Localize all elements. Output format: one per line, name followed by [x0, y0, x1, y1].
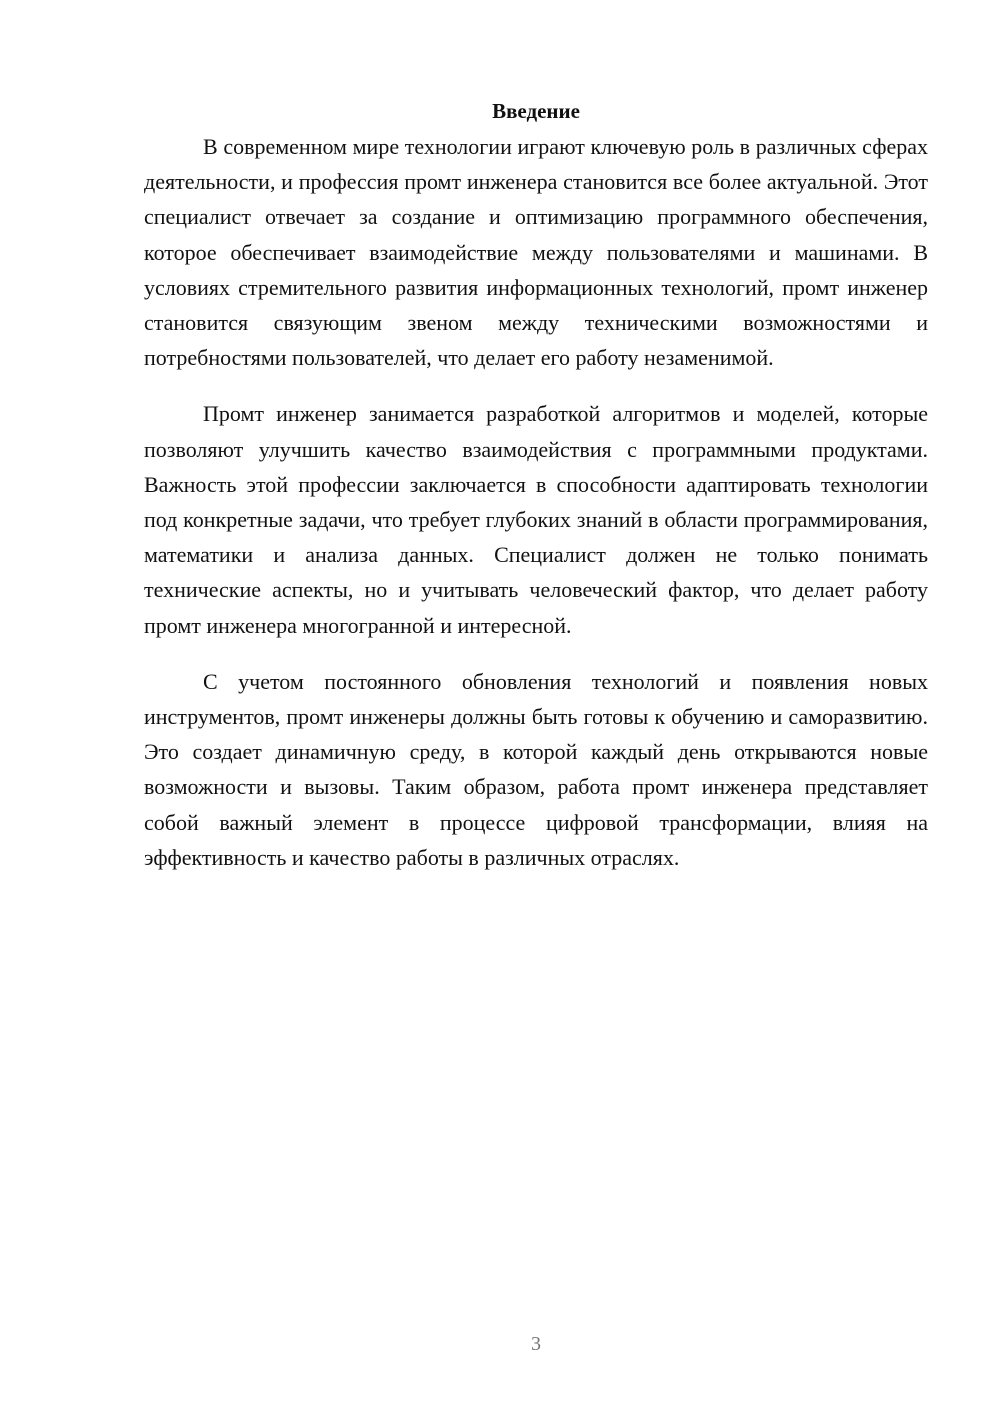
page-content: [144, 94, 928, 875]
paragraph-3: С учетом постоянного обновления технологий и появления новых инструментов, промт инженеры должны быть готовы к обучению и саморазвитию. Это создает динамичную среду, в которой каждый день открываются новые возможности и вызовы. Таким образом, работа промт инженера представляет собой важный элемент в процессе цифровой трансформации, влияя на эффективность и качество работы в различных отраслях.: [144, 668, 928, 870]
paragraph-2: Промт инженер занимается разработкой алгоритмов и моделей, которые позволяют улучшить качество взаимодействия с программными продуктами. Важность этой профессии заключается в способности адаптировать технологии под конкретные задачи, что требует глубоких знаний в области программирования, математики и анализа данных. Специалист должен не только понимать технические аспекты, но и учитывать человеческий фактор, что делает работу промт инженера многогранной и интересной.: [144, 401, 928, 638]
paragraph-1: В современном мире технологии играют ключевую роль в различных сферах деятельности, и профессия промт инженера становится все более актуальной. Этот специалист отвечает за создание и оптимизацию программного обеспечения, которое обеспечивает взаимодействие между пользователями и машинами. В условиях стремительного развития информационных технологий, промт инженер становится связующим звеном между техническими возможностями и потребностями пользователей, что делает его работу незаменимой.: [144, 134, 928, 371]
section-title: Введение: [492, 99, 580, 123]
page-number: 3: [531, 1333, 541, 1355]
